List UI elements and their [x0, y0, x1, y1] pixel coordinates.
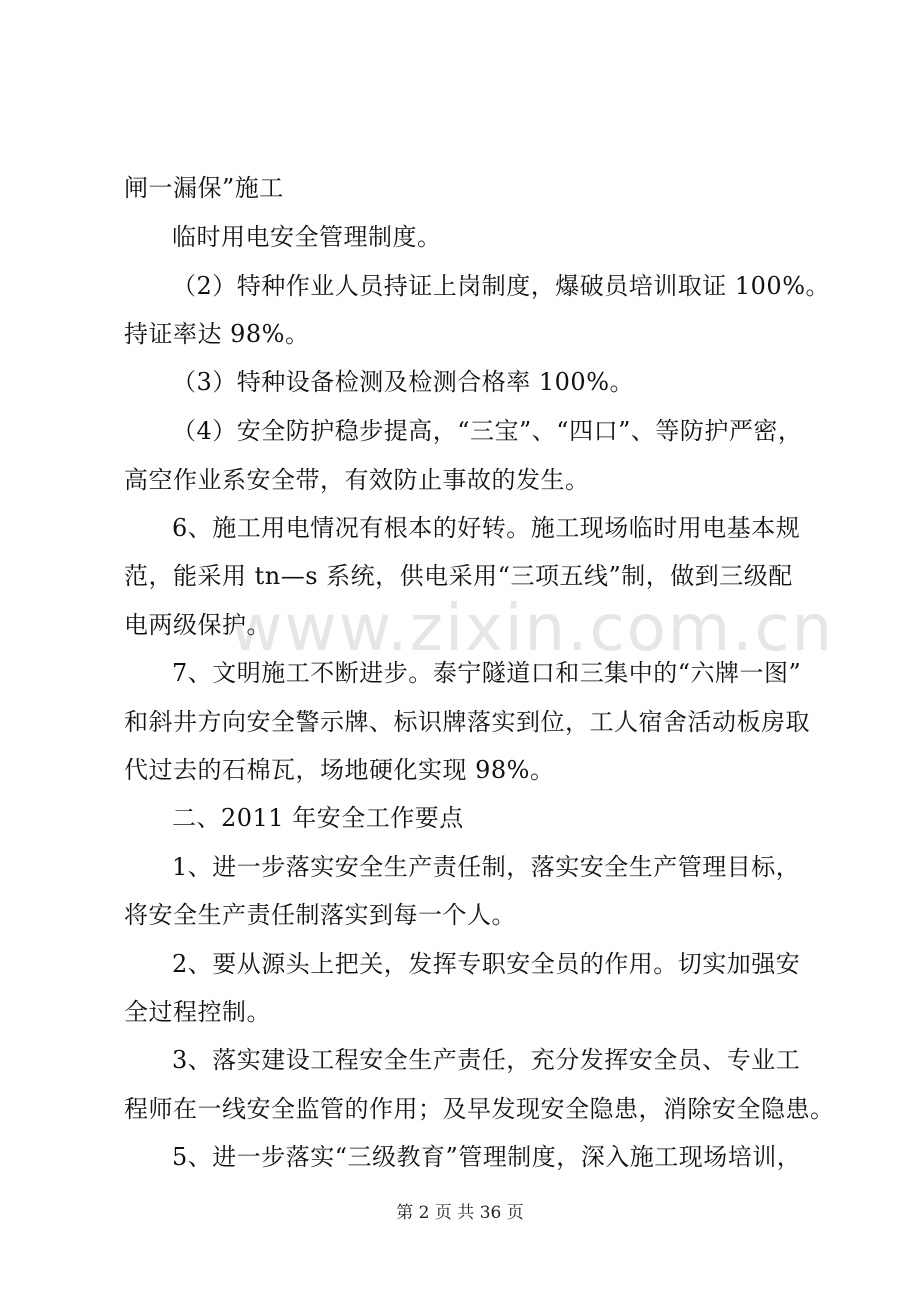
text-line: 代过去的石棉瓦，场地硬化实现 98%。	[124, 756, 555, 784]
text-line: （4）安全防护稳步提高，“三宝”、“四口”、等防护严密，	[172, 417, 803, 445]
text-line: 7、文明施工不断进步。泰宁隧道口和三集中的“六牌一图”	[172, 659, 802, 687]
text-line: 持证率达 98%。	[124, 320, 310, 348]
page-number-footer: 第 2 页 共 36 页	[396, 1203, 524, 1223]
text-line: 高空作业系安全带，有效防止事故的发生。	[124, 466, 590, 494]
text-line: 程师在一线安全监管的作用；及早发现安全隐患，消除安全隐患。	[124, 1095, 835, 1123]
text-line: 电两级保护。	[124, 611, 271, 639]
text-line: 5、进一步落实“三级教育”管理制度，深入施工现场培训，	[172, 1143, 802, 1171]
text-line: 范，能采用 tn—s 系统，供电采用“三项五线”制，做到三级配	[124, 562, 793, 590]
text-line: 将安全生产责任制落实到每一个人。	[124, 901, 516, 929]
text-line: 3、落实建设工程安全生产责任，充分发挥安全员、专业工	[172, 1046, 801, 1074]
text-line: 2、要从源头上把关，发挥专职安全员的作用。切实加强安	[172, 950, 801, 978]
text-line: 6、施工用电情况有根本的好转。施工现场临时用电基本规	[172, 514, 801, 542]
text-line: 临时用电安全管理制度。	[172, 223, 442, 251]
text-line: 1、进一步落实安全生产责任制，落实安全生产管理目标，	[172, 853, 801, 881]
text-line: 闸一漏保”施工	[124, 174, 284, 202]
watermark: www.zixin.com.cn	[230, 592, 835, 666]
section-heading: 二、2011 年安全工作要点	[172, 804, 464, 832]
text-line: 全过程控制。	[124, 998, 271, 1026]
text-line: （2）特种作业人员持证上岗制度，爆破员培训取证 100%。	[172, 272, 831, 300]
text-line: 和斜井方向安全警示牌、标识牌落实到位，工人宿舍活动板房取	[124, 708, 810, 736]
text-line: （3）特种设备检测及检测合格率 100%。	[172, 368, 635, 396]
